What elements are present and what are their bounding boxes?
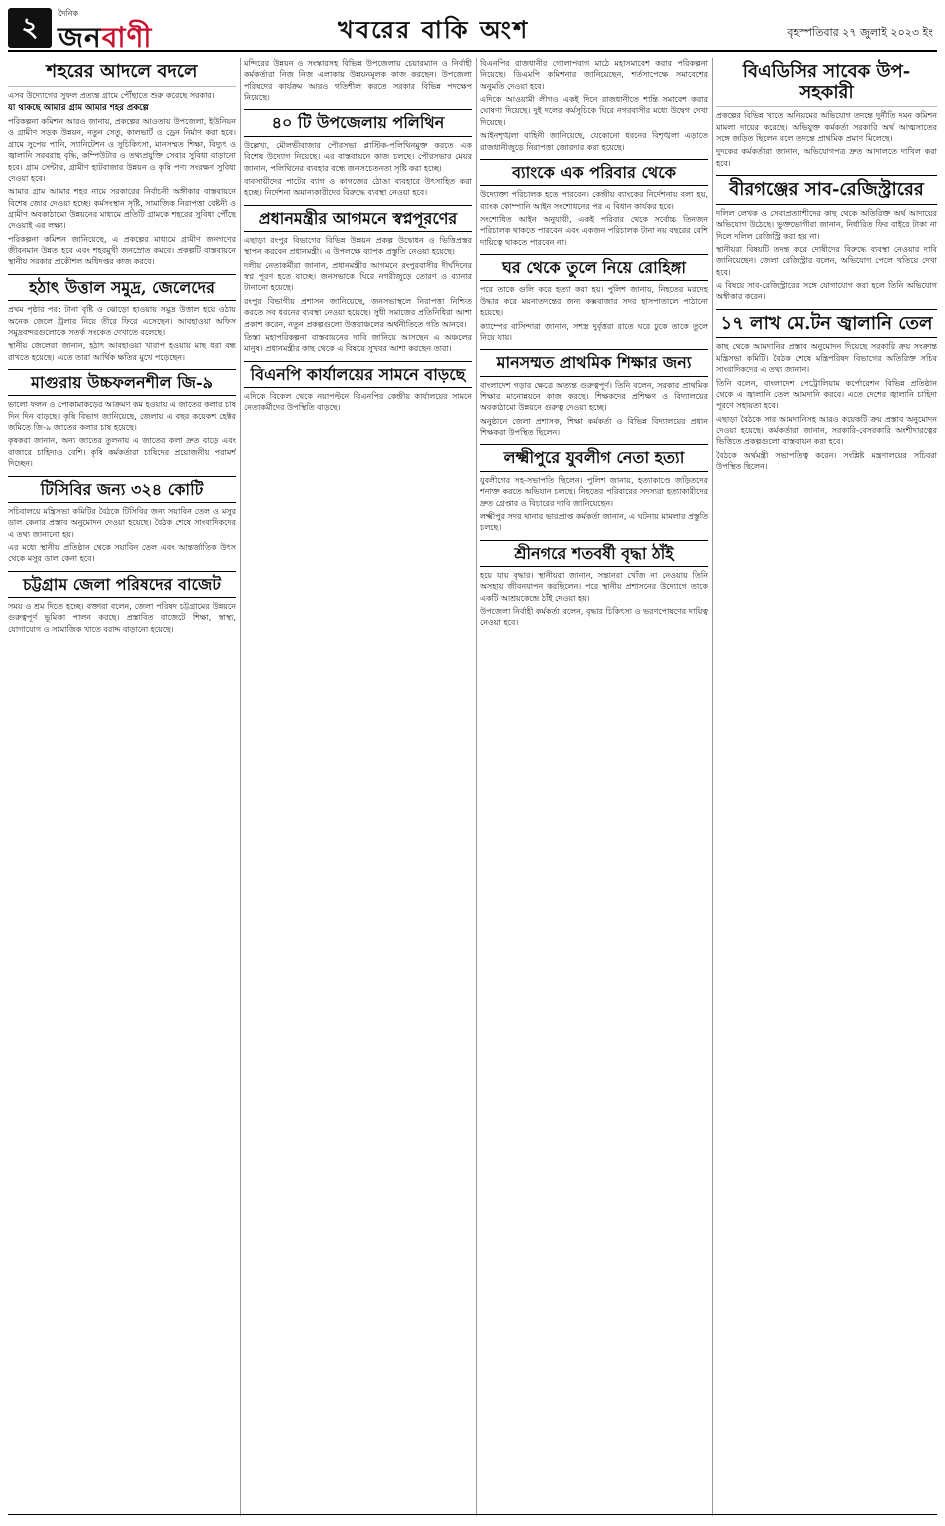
story-paragraph: এদিকে বিকেল থেকে নয়াপল্টনে বিএনপির কেন্দ্রীয় কার্যালয়ের সামনে নেতাকর্মীদের উপস্থিতি বাড়ছে। — [244, 392, 472, 413]
story-headline: টিসিবির জন্য ৩২৪ কোটি — [8, 476, 236, 503]
story-shohorer-adole — [8, 58, 236, 268]
story-paragraph: স্থানীয় জেলেরা জানান, হঠাৎ আবহাওয়া খারাপ হওয়ায় মাছ ধরা বন্ধ রাখতে হয়েছে। এতে তারা আর্থিক ক্ষতির মুখে পড়েছেন। — [8, 341, 236, 362]
story-paragraph: যুবলীগের সহ-সভাপতি ছিলেন। পুলিশ জানায়, হত্যাকাণ্ডে জড়িতদের শনাক্ত করতে অভিযান চলছে। নিহতের পরিবারের সদস্যরা হত্যাকারীদের দ্রুত গ্রেপ্তার ও বিচারের দাবি জানিয়েছেন। — [480, 475, 708, 508]
story-paragraph: প্রথম পৃষ্ঠার পর: টানা বৃষ্টি ও ঝোড়ো হাওয়ায় সমুদ্র উত্তাল হয়ে ওঠায় অনেক জেলে ট্রলার নিয়ে তীরে ফিরে এসেছেন। আবহাওয়া অফিস সমুদ্রবন্দরগুলোকে সতর্ক সংকেত দেখাতে বলেছে। — [8, 305, 236, 337]
story-birganj — [716, 175, 937, 303]
column-2 — [244, 58, 472, 1516]
story-paragraph: পরে তাকে গুলি করে হত্যা করা হয়। পুলিশ জানায়, নিহতের মরদেহ উদ্ধার করে ময়নাতদন্তের জন্য কক্সবাজার সদর হাসপাতালে পাঠানো হয়েছে। — [480, 285, 708, 318]
story-paragraph: ব্যবসায়ীদের পাটের ব্যাগ ও কাগজের ঠোঙা ব্যবহারে উৎসাহিত করা হচ্ছে। নির্দেশনা অমান্যকারীদের বিরুদ্ধে ব্যবস্থা নেওয়া হবে। — [244, 176, 472, 198]
story-uttal-somudro — [8, 274, 236, 363]
story-headline: বিএনপি কার্যালয়ের সামনে বাড়ছে — [244, 361, 472, 388]
article-columns — [8, 58, 937, 1516]
story-paragraph: সময় ও শ্রম দিতে হচ্ছে। বক্তারা বলেন, জেলা পরিষদ চট্টগ্রামের উন্নয়নে গুরুত্বপূর্ণ ভূমিকা পালন করছে। প্রস্তাবিত বাজেটে শিক্ষা, স্বাস্থ্য, যোগাযোগ ও সামাজিক খাতে বরাদ্দ বাড়ানো হয়েছে। — [8, 602, 236, 634]
column-divider — [712, 58, 713, 1516]
story-headline: ঘর থেকে তুলে নিয়ে রোহিঙ্গা — [480, 254, 708, 281]
story-paragraph: এ বিষয়ে সাব-রেজিস্ট্রারের সঙ্গে যোগাযোগ করা হলে তিনি অভিযোগ অস্বীকার করেন। — [716, 281, 937, 302]
story-paragraph: প্রকল্পের বিভিন্ন খাতে অনিয়মের অভিযোগ তদন্তে দুর্নীতি দমন কমিশন মামলা দায়ের করেছে। অভিযুক্ত কর্মকর্তা সরকারি অর্থ আত্মসাতের সঙ্গে জড়িত ছিলেন বলে তদন্তে প্রাথমিক প্রমাণ মিলেছে। — [716, 111, 937, 144]
story-paragraph: আমার গ্রাম আমার শহর নামে সরকারের নির্বাচনী অঙ্গীকার বাস্তবায়নে বিশেষ জোর দেওয়া হচ্ছে। কর্মসংস্থান সৃষ্টি, সামাজিক নিরাপত্তা বেষ্টনী ও গ্রামীণ অবকাঠামো উন্নয়নের মাধ্যমে প্রতিটি গ্রামকে শহরের সুবিধা পৌঁছে দেওয়াই এর লক্ষ্য। — [8, 187, 236, 231]
logo-tagline: দৈনিক — [58, 9, 79, 18]
story-bank-family — [480, 159, 708, 248]
story-paragraph: দলিল লেখক ও সেবাপ্রত্যাশীদের কাছ থেকে অতিরিক্ত অর্থ আদায়ের অভিযোগ উঠেছে। ভুক্তভোগীরা জানান, নির্ধারিত ফির বাইরে টাকা না দিলে দলিল রেজিস্ট্রি করা হয় না। — [716, 208, 937, 241]
story-paragraph: রংপুর বিভাগীয় প্রশাসন জানিয়েছে, জনসভাস্থলে নিরাপত্তা নিশ্চিত করতে সব ধরনের ব্যবস্থা নেওয়া হয়েছে। সুধী সমাজের প্রতিনিধিরা আশা প্রকাশ করেন, নতুন প্রকল্পগুলো উত্তরাঞ্চলের অর্থনীতিতে গতি আনবে। — [244, 296, 472, 329]
story-magura-g9 — [8, 369, 236, 470]
story-paragraph: বৈঠকে অর্থমন্ত্রী সভাপতিত্ব করেন। সংশ্লিষ্ট মন্ত্রণালয়ের সচিবরা উপস্থিত ছিলেন। — [716, 450, 937, 472]
story-paragraph: সচিবালয়ে মন্ত্রিসভা কমিটির বৈঠকে টিসিবির জন্য সয়াবিন তেল ও মসুর ডাল কেনার প্রস্তাব অনুমোদন দেওয়া হয়েছে। বৈঠক শেষে সাংবাদিকদের এ তথ্য জানানো হয়। — [8, 506, 236, 539]
story-badc — [716, 58, 937, 169]
story-sreenagar — [480, 540, 708, 629]
story-headline: হঠাৎ উত্তাল সমুদ্র, জেলেদের — [8, 274, 236, 301]
story-paragraph: পরিকল্পনা কমিশন আরও জানায়, প্রকল্পের আওতায় উপজেলা, ইউনিয়ন ও গ্রামীণ সড়ক উন্নয়ন, নতুন সেতু, কালভার্ট ও ড্রেন নির্মাণ করা হবে। গ্রামে সুপেয় পানি, স্যানিটেশন ও সুচিকিৎসা, মানসম্মত শিক্ষা, বিদ্যুৎ ও জ্বালানি সরবরাহ বৃদ্ধি, কম্পিউটার ও তথ্যপ্রযুক্তি সেবার সুবিধা বাড়ানো হবে। গ্রাম সেন্টার, গ্রামীণ হাটবাজার উন্নয়ন ও কৃষি পণ্য সংরক্ষণ সুবিধা দেওয়া হবে। — [8, 117, 236, 183]
story-paragraph: বিএনপির রাজধানীর গোলাপবাগ মাঠে মহাসমাবেশ করার পরিকল্পনা নিয়েছে। ডিএমপি কমিশনার জানিয়েছেন, শর্তসাপেক্ষে সমাবেশের অনুমতি দেওয়া হবে। — [480, 59, 708, 91]
story-headline: চট্টগ্রাম জেলা পরিষদের বাজেট — [8, 571, 236, 598]
story-headline: ১৭ লাখ মে.টন জ্বালানি তেল — [716, 309, 937, 339]
logo-part-1: জন — [58, 21, 102, 54]
story-bnp-office — [244, 361, 472, 414]
logo-part-2: বাণী — [101, 21, 153, 54]
story-paragraph: মন্দিরের উন্নয়ন ও সংস্কারসহ বিভিন্ন উপজেলায় চেয়ারম্যান ও নির্বাহী কর্মকর্তারা নিজ নিজ এলাকায় উন্নয়নমূলক কাজ করছেন। উপজেলা পরিষদের কার্যক্রম আরও গতিশীল করতে সরকার বিভিন্ন পদক্ষেপ নিয়েছে। — [244, 59, 472, 103]
story-paragraph: তিস্তা মহাপরিকল্পনা বাস্তবায়নের দাবি জানিয়ে আসছেন এ অঞ্চলের মানুষ। প্রধানমন্ত্রীর কাছ থেকে এ বিষয়ে সুখবর আশা করছেন তারা। — [244, 332, 472, 354]
story-paragraph: কৃষকরা জানান, অন্য জাতের তুলনায় এ জাতের কলা দ্রুত বাড়ে এবং বাজারে চাহিদাও বেশি। কৃষি কর্মকর্তারা চাষিদের প্রয়োজনীয় পরামর্শ দিচ্ছেন। — [8, 436, 236, 469]
story-headline: বীরগঞ্জের সাব-রেজিস্ট্রারের — [716, 175, 937, 205]
story-paragraph: এর মধ্যে স্থানীয় প্রতিষ্ঠান থেকে সয়াবিন তেল এবং আন্তর্জাতিক উৎস থেকে মসুর ডাল কেনা হবে। — [8, 542, 236, 564]
bottom-rule — [8, 1514, 937, 1515]
column-3 — [480, 58, 708, 1516]
column-divider — [476, 58, 477, 1516]
story-paragraph: সংশোধিত আইন অনুযায়ী, একই পরিবার থেকে সর্বোচ্চ তিনজন পরিচালক থাকতে পারবেন এবং একজন পরিচালক টানা নয় বছরের বেশি দায়িত্বে থাকতে পারবেন না। — [480, 214, 708, 247]
story-paragraph: পরিকল্পনা কমিশন জানিয়েছে, এ প্রকল্পের মাধ্যমে গ্রামীণ জনগণের জীবনমান উন্নত হবে এবং শহরমুখী জনস্রোত কমবে। প্রকল্পটি বাস্তবায়নে স্থানীয় সরকার প্রকৌশল অধিদপ্তর কাজ করবে। — [8, 234, 236, 267]
story-paragraph: অনুষ্ঠানে জেলা প্রশাসক, শিক্ষা কর্মকর্তা ও বিভিন্ন বিদ্যালয়ের প্রধান শিক্ষকরা উপস্থিত ছিলেন। — [480, 416, 708, 438]
story-rohingya — [480, 254, 708, 343]
story-headline: মাগুরায় উচ্চফলনশীল জি-৯ — [8, 369, 236, 396]
column-4 — [716, 58, 937, 1516]
story-lakshmipur — [480, 444, 708, 533]
story-paragraph: দলীয় নেতাকর্মীরা জানান, প্রধানমন্ত্রীর আগমনে রংপুরবাসীর দীর্ঘদিনের স্বপ্ন পূরণ হতে যাচ্ছে। জনসভাকে ঘিরে নগরীজুড়ে তোরণ ও ব্যানার টানানো হয়েছে। — [244, 260, 472, 293]
story-paragraph: তিনি বলেন, বাংলাদেশ পেট্রোলিয়াম কর্পোরেশন বিভিন্ন প্রতিষ্ঠান থেকে এ জ্বালানি তেল আমদানি করবে। এতে দেশের জ্বালানি চাহিদা পূরণে সহায়তা হবে। — [716, 378, 937, 411]
section-title: খবরের বাকি অংশ — [338, 16, 530, 44]
story-continuation — [244, 58, 472, 103]
story-paragraph: কাছ থেকে আমদানির প্রস্তাব অনুমোদন দিয়েছে সরকারি ক্রয় সংক্রান্ত মন্ত্রিসভা কমিটি। বৈঠক শেষে মন্ত্রিপরিষদ বিভাগের অতিরিক্ত সচিব সাংবাদিকদের এ তথ্য জানান। — [716, 342, 937, 375]
story-headline: শহরের আদলে বদলে — [8, 58, 236, 87]
story-paragraph: দুদকের কর্মকর্তারা জানান, অভিযোগপত্র দ্রুত আদালতে দাখিল করা হবে। — [716, 147, 937, 168]
logo-wordmark — [58, 16, 152, 63]
column-divider — [240, 58, 241, 1516]
story-paragraph: এসব উদ্যোগের সুফল প্রত্যন্ত গ্রামে পৌঁছাতে শুরু করেছে সরকার। — [8, 90, 215, 100]
story-paragraph: আইনশৃঙ্খলা বাহিনী জানিয়েছে, যেকোনো ধরনের বিশৃঙ্খলা এড়াতে রাজধানীজুড়ে নিরাপত্তা জোরদার করা হয়েছে। — [480, 131, 708, 152]
story-paragraph: এছাড়া বৈঠকে সার আমদানিসহ আরও কয়েকটি ক্রয় প্রস্তাব অনুমোদন দেওয়া হয়েছে। কর্মকর্তারা জানান, সরকারি-বেসরকারি অংশীদারত্বের ভিত্তিতে প্রকল্পগুলো বাস্তবায়ন করা হবে। — [716, 414, 937, 447]
story-headline: মানসম্মত প্রাথমিক শিক্ষার জন্য — [480, 349, 708, 376]
story-paragraph: ক্যাম্পের বাসিন্দারা জানান, সশস্ত্র দুর্বৃত্তরা রাতে ঘরে ঢুকে তাকে তুলে নিয়ে যায়। — [480, 321, 708, 342]
story-paragraph: ভালো ফলন ও পোকামাকড়ের আক্রমণ কম হওয়ায় এ জাতের কলার চাষ দিন দিন বাড়ছে। কৃষি বিভাগ জানিয়েছে, জেলায় এ বছর কয়েকশ হেক্টর জমিতে জি-৯ জাতের কলার চাষ হয়েছে। — [8, 400, 236, 433]
story-ctg-budget — [8, 571, 236, 635]
story-continuation — [480, 58, 708, 153]
story-headline: শ্রীনগরে শতবর্ষী বৃদ্ধা ঠাঁই — [480, 540, 708, 567]
column-1 — [8, 58, 236, 1516]
story-paragraph: উল্লেখ্য, মৌলভীবাজার পৌরসভা প্লাস্টিক-পলিথিনমুক্ত করতে এক বিশেষ উদ্যোগ নিয়েছে। এর বাস্তবায়নে কাজ চলছে। পৌরসভার মেয়র জানান, পলিথিনের ব্যবহার বন্ধে জনসচেতনতা সৃষ্টি করা হচ্ছে। — [244, 140, 472, 173]
story-paragraph: এছাড়া রংপুর বিভাগের বিভিন্ন উন্নয়ন প্রকল্প উদ্বোধন ও ভিত্তিপ্রস্তর স্থাপন করবেন প্রধানমন্ত্রী। এ উপলক্ষে ব্যাপক প্রস্তুতি নেওয়া হয়েছে। — [244, 236, 472, 257]
story-headline: বিএডিসির সাবেক উপ-সহকারী — [716, 58, 937, 107]
story-headline: লক্ষ্মীপুরে যুবলীগ নেতা হত্যা — [480, 444, 708, 471]
newspaper-logo — [58, 8, 208, 54]
page-number: ২ — [8, 8, 52, 48]
story-headline: প্রধানমন্ত্রীর আগমনে স্বপ্নপূরণের — [244, 205, 472, 232]
story-headline: ৪০ টি উপজেলায় পলিথিন — [244, 109, 472, 136]
story-headline: ব্যাংকে এক পরিবার থেকে — [480, 159, 708, 186]
story-paragraph: স্থানীয়রা বিষয়টি তদন্ত করে দোষীদের বিরুদ্ধে ব্যবস্থা নেওয়ার দাবি জানিয়েছেন। জেলা রেজিস্ট্রার বলেন, অভিযোগ পেলে খতিয়ে দেখা হবে। — [716, 244, 937, 277]
story-fuel-oil — [716, 309, 937, 473]
masthead — [8, 6, 937, 52]
story-paragraph: হয়ে যায় বৃদ্ধার। স্থানীয়রা জানান, সন্তানরা খোঁজ না নেওয়ায় তিনি অসহায় জীবনযাপন করছিলেন। পরে স্থানীয় প্রশাসনের উদ্যোগে তাকে একটি আশ্রয়কেন্দ্রে ঠাঁই দেওয়া হয়। — [480, 571, 708, 603]
story-paragraph: উদ্যোক্তা পরিচালক হতে পারবেন। কেন্দ্রীয় ব্যাংকের নির্দেশনায় বলা হয়, ব্যাংক কোম্পানি আইন সংশোধনের পর এ বিধান কার্যকর হবে। — [480, 190, 708, 211]
story-tcb-324 — [8, 476, 236, 565]
story-paragraph: বাংলাদেশ গড়ার ক্ষেত্রে অত্যন্ত গুরুত্বপূর্ণ। তিনি বলেন, সরকার প্রাথমিক শিক্ষার মানোন্নয়নে কাজ করছে। শিক্ষকদের প্রশিক্ষণ ও বিদ্যালয়ের অবকাঠামো উন্নয়নে গুরুত্ব দেওয়া হচ্ছে। — [480, 380, 708, 413]
story-paragraph: উপজেলা নির্বাহী কর্মকর্তা বলেন, বৃদ্ধার চিকিৎসা ও ভরণপোষণের দায়িত্ব নেওয়া হবে। — [480, 607, 708, 628]
story-pm-arrival — [244, 205, 472, 355]
dateline: বৃহস্পতিবার ২৭ জুলাই ২০২৩ ইং — [787, 26, 933, 39]
story-subhead: যা থাকছে আমার গ্রাম আমার শহর প্রকল্পে — [8, 103, 149, 114]
story-paragraph: এদিকে আওয়ামী লীগও একই দিনে রাজধানীতে শান্তি সমাবেশ করার ঘোষণা দিয়েছে। দুই দলের কর্মসূচিকে ঘিরে নগরবাসীর মধ্যে উদ্বেগ দেখা দিয়েছে। — [480, 95, 708, 127]
story-primary-education — [480, 349, 708, 438]
story-40-upazila-polythene — [244, 109, 472, 198]
story-paragraph: লক্ষ্মীপুর সদর থানার ভারপ্রাপ্ত কর্মকর্তা জানান, এ ঘটনায় মামলার প্রস্তুতি চলছে। — [480, 511, 708, 533]
